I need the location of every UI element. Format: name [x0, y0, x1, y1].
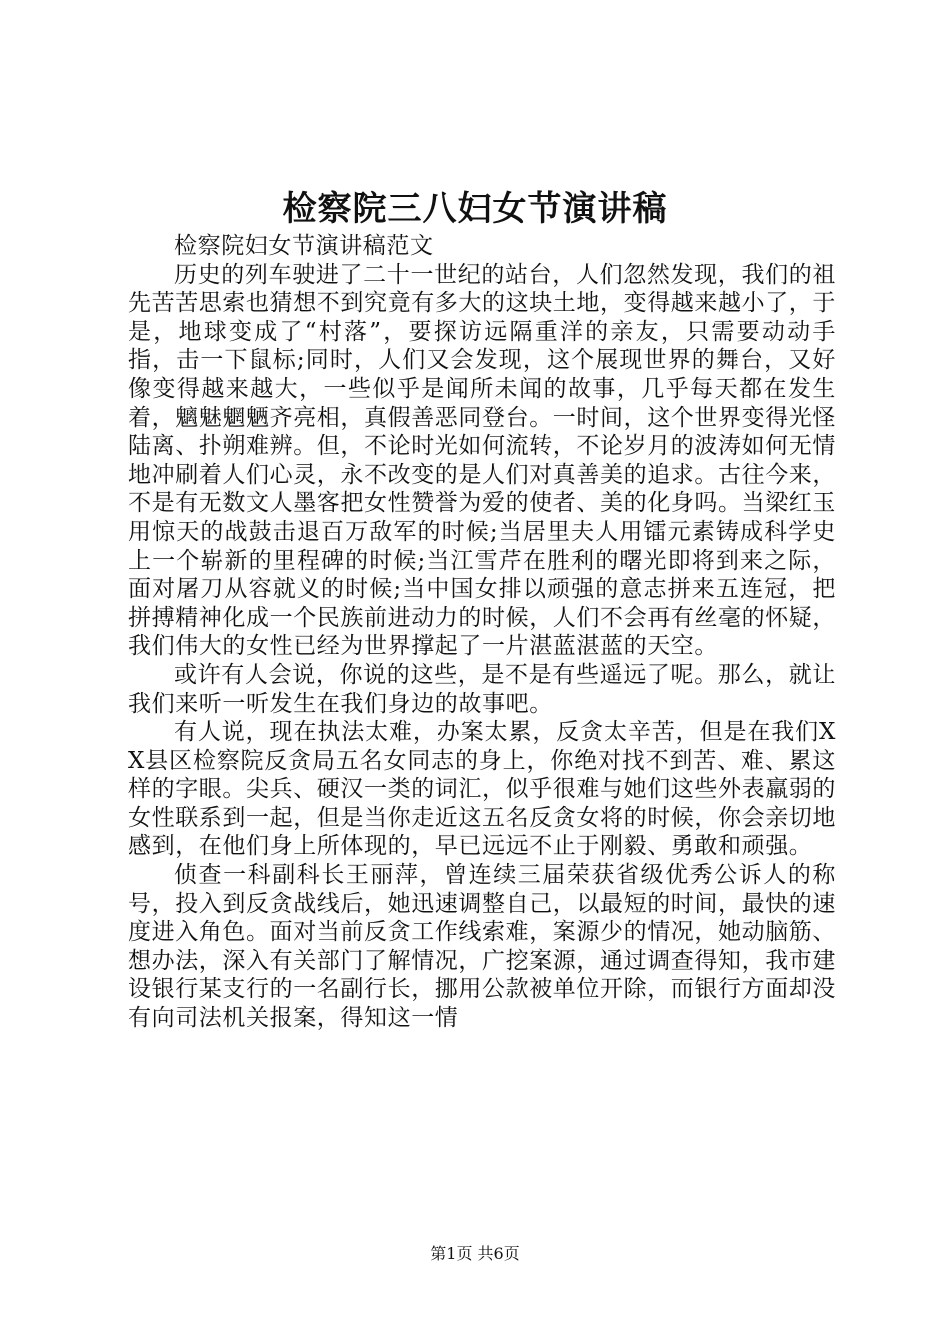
paragraph: 有人说，现在执法太难，办案太累，反贪太辛苦，但是在我们XX县区检察院反贪局五名女同志的身上，你绝对找不到苦、难、累这样的字眼。尖兵、硬汉一类的词汇，似乎很难与她们这些外表羸弱的女性联系到一起，但是当你走近这五名反贪女将的时候，你会亲切地感到，在他们身上所体现的，早已远远不止于刚毅、勇敢和顽强。	[128, 719, 836, 860]
page-footer: 第1页 共6页	[430, 1244, 520, 1263]
paragraph: 或许有人会说，你说的这些，是不是有些遥远了呢。那么，就让我们来听一听发生在我们身边的故事吧。	[128, 661, 836, 717]
paragraph: 侦查一科副科长王丽萍，曾连续三届荣获省级优秀公诉人的称号，投入到反贪战线后，她迅速调整自己，以最短的时间，最快的速度进入角色。面对当前反贪工作线索难，案源少的情况，她动脑筋、想办法，深入有关部门了解情况，广挖案源，通过调查得知，我市建设银行某支行的一名副行长，挪用公款被单位开除，而银行方面却没有向司法机关报案，得知这一情	[128, 862, 836, 1032]
paragraph-subtitle: 检察院妇女节演讲稿范文	[174, 233, 434, 259]
document-title: 检察院三八妇女节演讲稿	[282, 189, 668, 229]
document-body	[128, 232, 836, 1033]
paragraph: 历史的列车驶进了二十一世纪的站台，人们忽然发现，我们的祖先苦苦思索也猜想不到究竟有多大的这块土地，变得越来越小了，于是，地球变成了“村落”，要探访远隔重洋的亲友，只需要动动手指，击一下鼠标;同时，人们又会发现，这个展现世界的舞台，又好像变得越来越大，一些似乎是闻所未闻的故事，几乎每天都在发生着，魑魅魍魉齐亮相，真假善恶同登台。一时间，这个世界变得光怪陆离、扑朔难辨。但，不论时光如何流转，不论岁月的波涛如何无情地冲刷着人们心灵，永不改变的是人们对真善美的追求。古往今来，不是有无数文人墨客把女性赞誉为爱的使者、美的化身吗。当梁红玉用惊天的战鼓击退百万敌军的时候;当居里夫人用镭元素铸成科学史上一个崭新的里程碑的时候;当江雪芹在胜利的曙光即将到来之际，面对屠刀从容就义的时候;当中国女排以顽强的意志拼来五连冠，把拼搏精神化成一个民族前进动力的时候，人们不会再有丝毫的怀疑，我们伟大的女性已经为世界撑起了一片湛蓝湛蓝的天空。	[128, 261, 836, 660]
